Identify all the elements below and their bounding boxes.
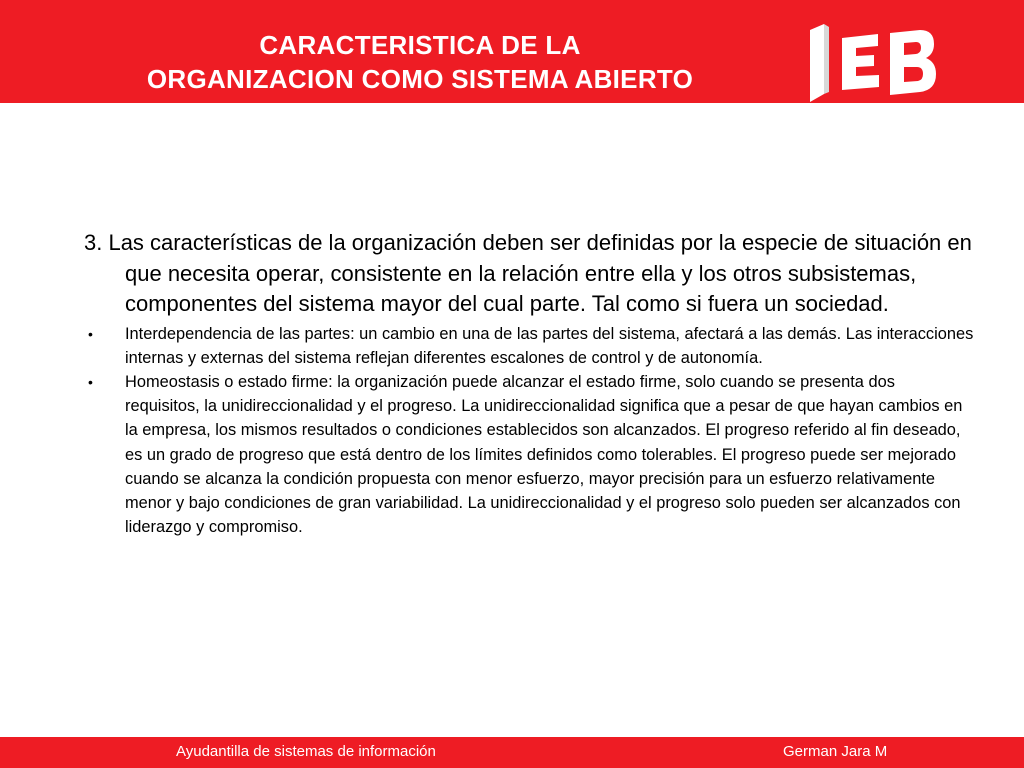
list-item [84,322,974,370]
footer-author: German Jara M [783,743,888,760]
slide-body [84,228,974,539]
bullet-text: Homeostasis o estado firme: la organización puede alcanzar el estado firme, solo cuando se presenta dos requisitos, la unidireccionalidad y el progreso. La unidireccionalidad significa que a pesar de que hayan cambios en la empresa, los mismos resultados o condiciones establecidos son alcanzados. El progreso referido al fin deseado, es un grado de progreso que está dentro de los límites definidos como tolerables. El progreso puede ser mejorado cuando se alcanza la condición propuesta con menor esfuerzo, mayor precisión para un esfuerzo relativamente menor y bajo condiciones de gran variabilidad. La unidireccionalidad y el progreso solo pueden ser alcanzados con liderazgo y compromiso. [125,372,963,537]
numbered-paragraph: 3. Las características de la organización deben ser definidas por la especie de situación en que necesita operar, consistente en la relación entre ella y los otros subsistemas, componentes del sistema mayor del cual parte. Tal como si fuera un sociedad. [84,230,972,316]
slide-title [60,28,780,96]
ieb-logo [808,24,940,104]
list-item [84,370,974,539]
slide-title-line-2: ORGANIZACION COMO SISTEMA ABIERTO [146,64,694,94]
bullet-dot: • [88,325,93,342]
bullet-dot: • [88,373,93,390]
header-bar [0,0,1024,103]
footer-bar [0,737,1024,768]
bullet-list [84,322,974,540]
footer-course-name: Ayudantilla de sistemas de información [176,743,436,760]
bullet-text: Interdependencia de las partes: un cambio en una de las partes del sistema, afectará a las demás. Las interacciones internas y externas del sistema reflejan diferentes escalones de control y de autonomía. [125,324,974,367]
slide-title-line-1: CARACTERISTICA DE LA [259,30,581,60]
